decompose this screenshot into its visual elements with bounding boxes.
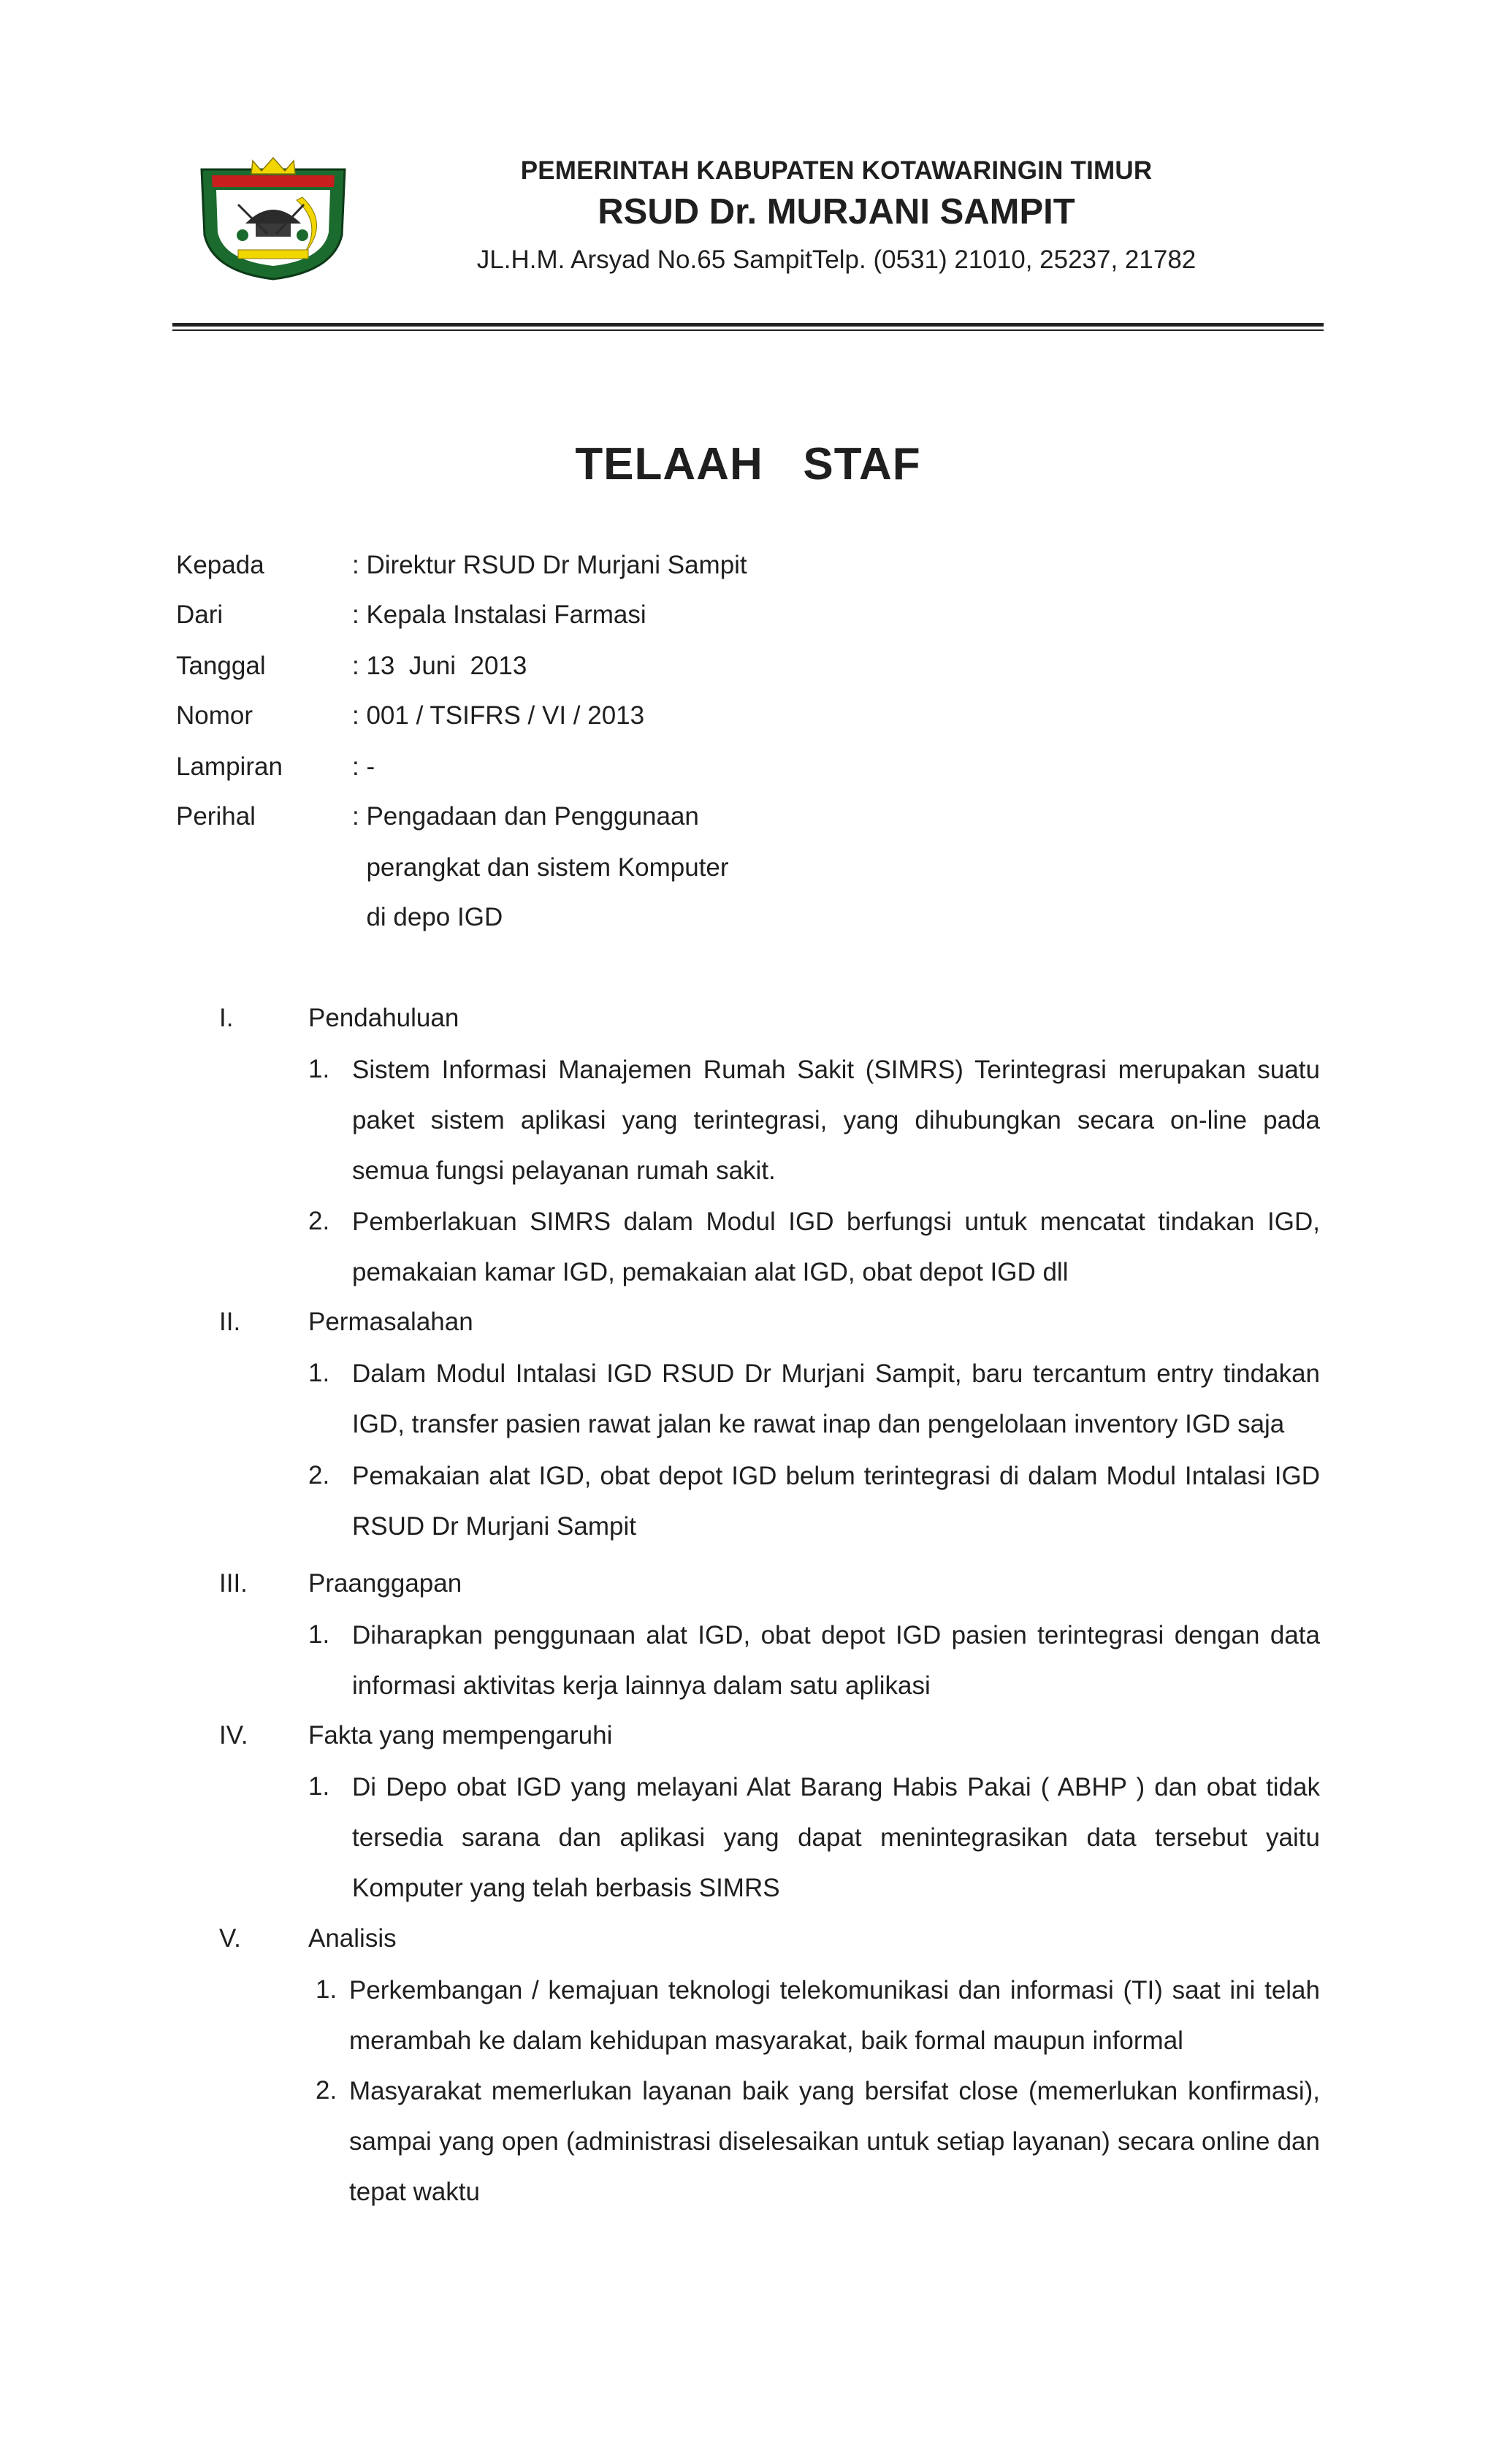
meta-label-dari: Dari bbox=[176, 600, 224, 629]
section-5-item-1-number: 1. bbox=[316, 1975, 337, 2004]
meta-label-tanggal: Tanggal bbox=[176, 652, 266, 680]
letterhead-divider-thin bbox=[172, 329, 1324, 331]
meta-label-lampiran: Lampiran bbox=[176, 752, 283, 781]
meta-value-tanggal: : 13 Juni 2013 bbox=[352, 652, 527, 680]
meta-label-nomor: Nomor bbox=[176, 701, 253, 730]
document-title: TELAAH STAF bbox=[575, 439, 921, 489]
meta-label-kepada: Kepada bbox=[176, 551, 264, 579]
section-5-numeral: V. bbox=[219, 1924, 241, 1953]
section-2-numeral: II. bbox=[219, 1308, 241, 1336]
section-4-numeral: IV. bbox=[219, 1721, 248, 1750]
section-1-item-1-text: Sistem Informasi Manajemen Rumah Sakit (SIMRS) Terintegrasi merupakan suatu paket sistem aplikasi yang terintegrasi, yang dihubungkan secara on-line pada semua fungsi pelayanan rumah sakit. bbox=[352, 1056, 1320, 1185]
hospital-address: JL.H.M. Arsyad No.65 SampitTelp. (0531) 21010, 25237, 21782 bbox=[476, 245, 1197, 274]
government-name: PEMERINTAH KABUPATEN KOTAWARINGIN TIMUR bbox=[520, 156, 1153, 185]
meta-value-perihal-line3: di depo IGD bbox=[352, 903, 503, 931]
meta-label-perihal: Perihal bbox=[176, 802, 256, 831]
section-1-item-1-number: 1. bbox=[308, 1055, 330, 1083]
meta-value-perihal: : Pengadaan dan Penggunaan bbox=[352, 802, 699, 831]
hospital-name: RSUD Dr. MURJANI SAMPIT bbox=[598, 192, 1075, 232]
meta-value-nomor: : 001 / TSIFRS / VI / 2013 bbox=[352, 701, 645, 730]
section-1-numeral: I. bbox=[219, 1004, 234, 1032]
section-1-item-2-number: 2. bbox=[308, 1207, 330, 1235]
section-5-title: Analisis bbox=[308, 1924, 397, 1953]
section-2-item-2-text: Pemakaian alat IGD, obat depot IGD belum terintegrasi di dalam Modul Intalasi IGD RSUD Dr Murjani Sampit bbox=[352, 1462, 1320, 1541]
letterhead-divider-thick bbox=[172, 323, 1324, 327]
section-3-item-1-number: 1. bbox=[308, 1620, 330, 1649]
meta-value-lampiran: : - bbox=[352, 752, 375, 781]
section-4-item-1-number: 1. bbox=[308, 1772, 330, 1801]
section-5-item-1-text: Perkembangan / kemajuan teknologi telekomunikasi dan informasi (TI) saat ini telah merambah ke dalam kehidupan masyarakat, baik formal maupun informal bbox=[349, 1976, 1320, 2055]
section-3-title: Praanggapan bbox=[308, 1569, 462, 1598]
section-5-item-2-text: Masyarakat memerlukan layanan baik yang bersifat close (memerlukan konfirmasi), sampai yang open (administrasi diselesaikan untuk setiap layanan) secara online dan tepat waktu bbox=[349, 2077, 1320, 2206]
section-1-title: Pendahuluan bbox=[308, 1004, 459, 1032]
section-5-item-2-number: 2. bbox=[316, 2076, 337, 2105]
meta-value-kepada: : Direktur RSUD Dr Murjani Sampit bbox=[352, 551, 747, 579]
section-4-item-1-text: Di Depo obat IGD yang melayani Alat Barang Habis Pakai ( ABHP ) dan obat tidak tersedia sarana dan aplikasi yang dapat menintegrasikan data tersebut yaitu Komputer yang telah berbasis SIMRS bbox=[352, 1773, 1320, 1902]
section-1-item-2-text: Pemberlakuan SIMRS dalam Modul IGD berfungsi untuk mencatat tindakan IGD, pemakaian kamar IGD, pemakaian alat IGD, obat depot IGD dll bbox=[352, 1208, 1320, 1286]
section-3-item-1-text: Diharapkan penggunaan alat IGD, obat depot IGD pasien terintegrasi dengan data informasi aktivitas kerja lainnya dalam satu aplikasi bbox=[352, 1621, 1320, 1700]
section-4-title: Fakta yang mempengaruhi bbox=[308, 1721, 613, 1750]
section-2-item-1-number: 1. bbox=[308, 1359, 330, 1387]
section-2-title: Permasalahan bbox=[308, 1308, 473, 1336]
meta-value-perihal-line2: perangkat dan sistem Komputer bbox=[352, 853, 729, 882]
meta-value-dari: : Kepala Instalasi Farmasi bbox=[352, 600, 646, 629]
section-3-numeral: III. bbox=[219, 1569, 248, 1598]
section-2-item-1-text: Dalam Modul Intalasi IGD RSUD Dr Murjani Sampit, baru tercantum entry tindakan IGD, transfer pasien rawat jalan ke rawat inap dan pengelolaan inventory IGD saja bbox=[352, 1359, 1320, 1438]
section-2-item-2-number: 2. bbox=[308, 1461, 330, 1490]
